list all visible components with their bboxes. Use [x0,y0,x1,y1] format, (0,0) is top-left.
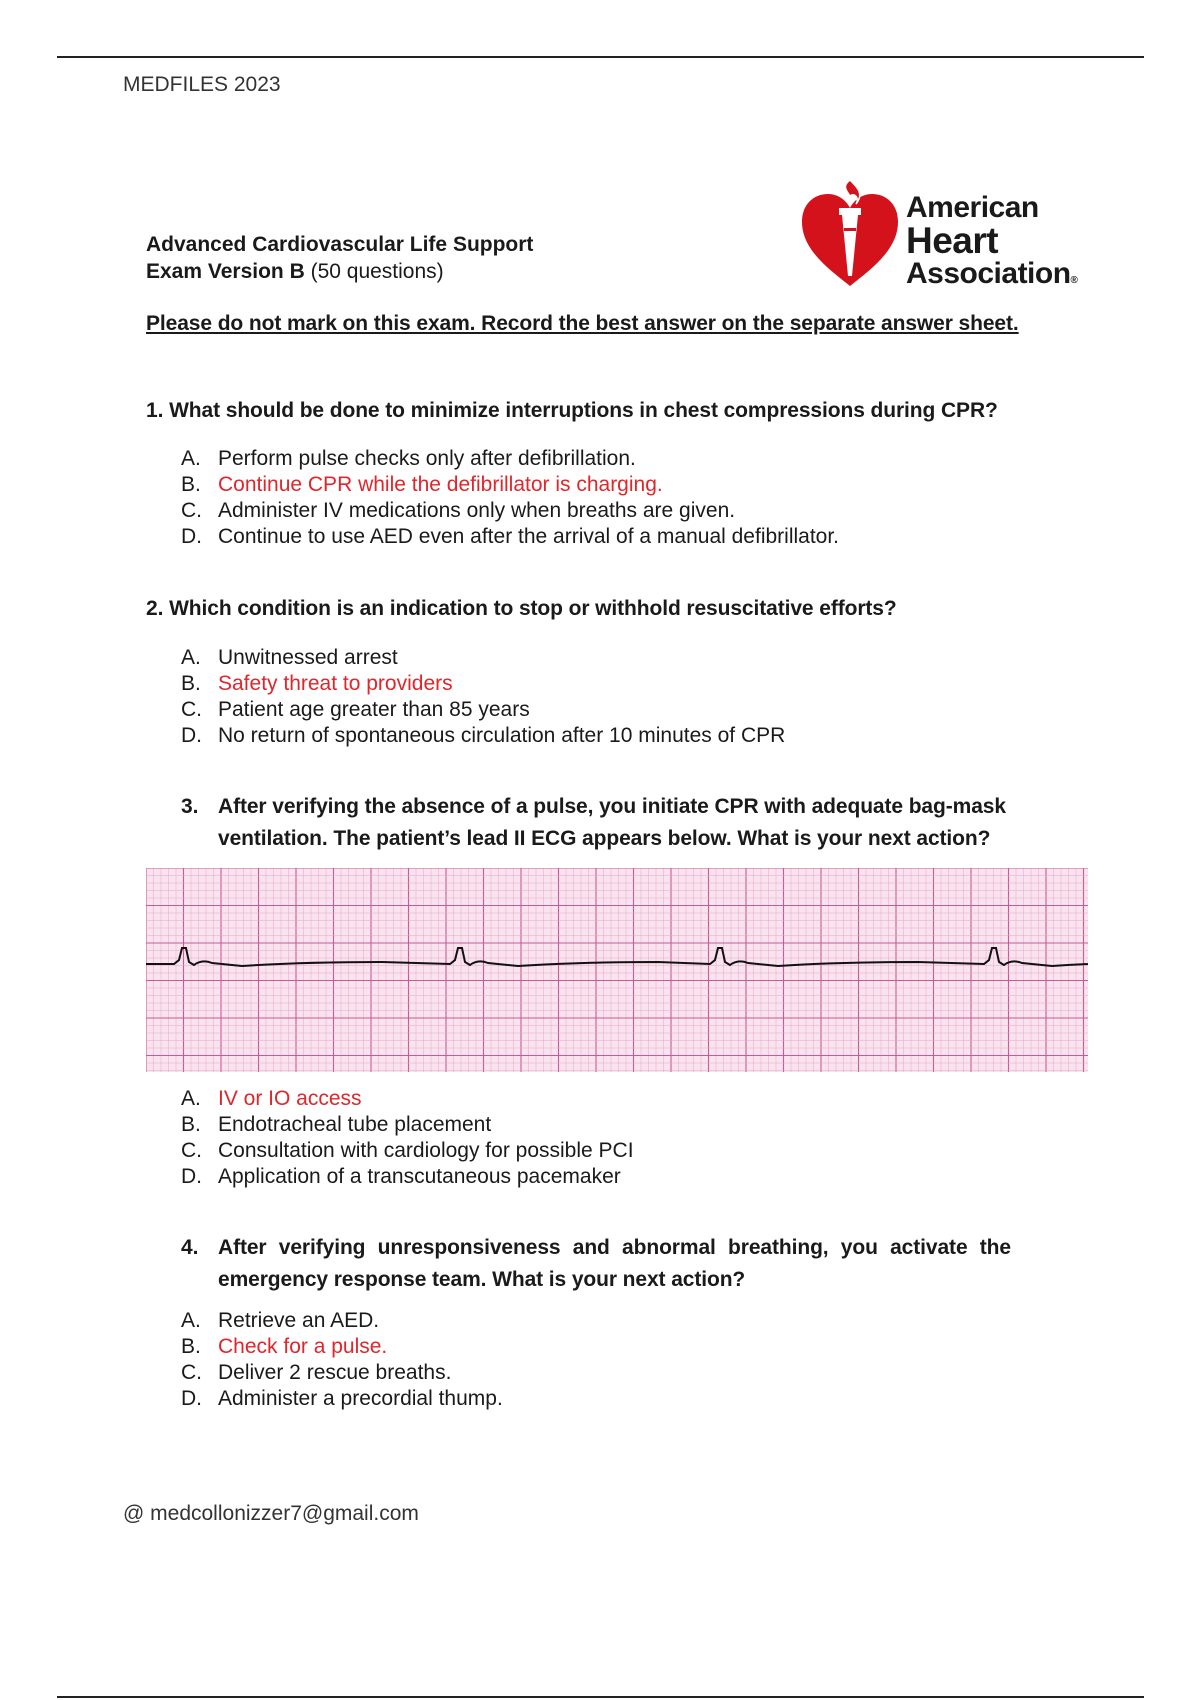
logo-line-heart: Heart [906,220,999,261]
option-text: Patient age greater than 85 years [218,698,530,721]
logo-line-american: American [906,191,1039,224]
option-text: Continue to use AED even after the arrival of a manual defibrillator. [218,525,840,548]
option-text: Application of a transcutaneous pacemaker [218,1165,621,1188]
exam-instructions: Please do not mark on this exam. Record the best answer on the separate answer sheet. [146,312,1019,335]
option-d: D. No return of spontaneous circulation after 10 minutes of CPR [181,724,786,747]
option-text: Retrieve an AED. [218,1309,380,1332]
question-2 [146,597,897,621]
top-rule [57,56,1144,58]
option-text: Endotracheal tube placement [218,1113,492,1136]
option-b-correct: B. Continue CPR while the defibrillator is charging. [181,473,663,496]
logo-line-association: Association® [906,257,1078,290]
aha-logo-text [906,192,1077,297]
registered-mark: ® [1070,275,1078,286]
option-b-correct: B. Safety threat to providers [181,672,453,695]
ecg-background [146,868,1088,1072]
question-3 [181,791,1081,855]
question-3-options [181,1086,634,1190]
bottom-rule [57,1696,1144,1698]
aha-logo [800,178,1085,293]
option-text: Administer a precordial thump. [218,1387,503,1410]
question-1 [146,399,998,423]
option-text: Deliver 2 rescue breaths. [218,1361,452,1384]
option-c: C. Patient age greater than 85 years [181,698,530,721]
option-text: Safety threat to providers [218,672,453,695]
option-text: No return of spontaneous circulation after 10 minutes of CPR [218,724,786,747]
footer-email: @ medcollonizzer7@gmail.com [123,1502,419,1525]
question-number: 3. [181,795,199,818]
question-number: 1. [146,399,164,422]
header-label: MEDFILES 2023 [123,73,281,96]
option-text: Check for a pulse. [218,1335,388,1358]
question-4 [181,1232,1011,1296]
option-d: D. Application of a transcutaneous pacemaker [181,1165,621,1188]
question-1-options [181,446,839,550]
question-text: After verifying the absence of a pulse, you initiate CPR with adequate bag-mask ventilation. The patient’s lead II ECG appears below. What is your next action? [218,795,1006,850]
option-a-correct: A. IV or IO access [181,1087,362,1110]
option-text: Perform pulse checks only after defibrillation. [218,447,636,470]
option-text: Continue CPR while the defibrillator is charging. [218,473,663,496]
option-text: IV or IO access [218,1087,362,1110]
option-a: A. Retrieve an AED. [181,1309,380,1332]
heart-torch-icon [800,178,900,293]
option-b-correct: B. Check for a pulse. [181,1335,388,1358]
question-number: 2. [146,597,164,620]
option-c: C. Administer IV medications only when breaths are given. [181,499,736,522]
option-text: Administer IV medications only when breaths are given. [218,499,736,522]
option-d: D. Continue to use AED even after the arrival of a manual defibrillator. [181,525,840,548]
option-text: Consultation with cardiology for possible PCI [218,1139,634,1162]
exam-title: Advanced Cardiovascular Life Support [146,233,534,256]
question-text: After verifying unresponsiveness and abnormal breathing, you activate the emergency response team. What is your next action? [218,1236,1011,1291]
option-c: C. Deliver 2 rescue breaths. [181,1361,452,1384]
option-b: B. Endotracheal tube placement [181,1113,492,1136]
question-2-options [181,645,785,749]
exam-title-block [146,231,533,285]
ecg-strip [146,868,1088,1072]
exam-version: Exam Version B (50 questions) [146,260,444,283]
question-4-options [181,1308,503,1412]
question-text: Which condition is an indication to stop or withhold resuscitative efforts? [169,597,897,620]
question-number: 4. [181,1236,199,1259]
option-a: A. Unwitnessed arrest [181,646,398,669]
option-c: C. Consultation with cardiology for possible PCI [181,1139,634,1162]
question-text: What should be done to minimize interruptions in chest compressions during CPR? [169,399,998,422]
option-a: A. Perform pulse checks only after defibrillation. [181,447,636,470]
option-d: D. Administer a precordial thump. [181,1387,503,1410]
option-text: Unwitnessed arrest [218,646,398,669]
